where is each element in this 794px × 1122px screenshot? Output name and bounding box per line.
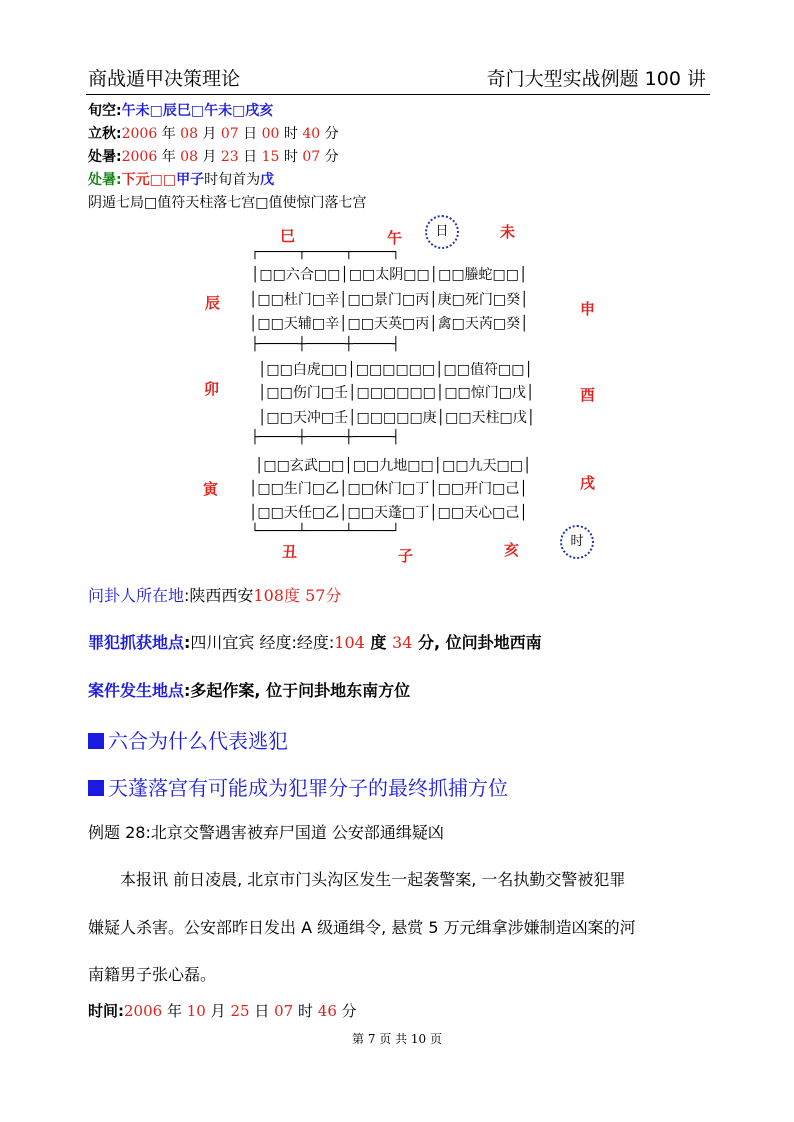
liqiu-year-unit: 年 <box>161 126 176 142</box>
grid-row-9: │□□天任□乙│□□天蓬□丁│□□天心□己│ <box>249 505 528 521</box>
chushu-minute-unit: 分 <box>324 149 339 165</box>
section-heading-1-text: 六合为什么代表逃犯 <box>108 729 288 753</box>
xunkong-label: 旬空: <box>88 103 122 119</box>
branch-shen: 申 <box>580 300 596 318</box>
time-line <box>88 1000 357 1021</box>
questioner-location-sep: : <box>184 586 190 605</box>
liqiu-hour-unit: 时 <box>283 126 298 142</box>
time-month-unit: 月 <box>210 1002 226 1020</box>
time-day: 25 <box>230 1002 250 1020</box>
capture-location-line <box>88 630 542 653</box>
yuan-line <box>88 169 274 189</box>
chushu-day: 23 <box>220 149 239 165</box>
grid-bottom-separator: └─────┴─────┴─────┘ <box>251 524 400 539</box>
grid-row-6: │□□天冲□壬│□□□□□庚│□□天柱□戊│ <box>258 410 536 426</box>
liqiu-hour: 00 <box>261 126 280 142</box>
liqiu-day-unit: 日 <box>243 126 258 142</box>
chushu-day-unit: 日 <box>243 149 258 165</box>
xunkong-value: 午未□辰巳□午未□戌亥 <box>121 103 274 119</box>
time-year: 2006 <box>124 1002 163 1020</box>
header-right-title: 奇门大型实战例题 100 讲 <box>486 68 706 90</box>
day-marker-circle: 日 <box>425 215 459 249</box>
yuan-jiazi: 甲子 <box>176 172 205 188</box>
branch-mao: 卯 <box>204 380 220 398</box>
incident-location-text: 多起作案, 位于问卦地东南方位 <box>190 681 411 700</box>
time-label: 时间: <box>88 1002 124 1020</box>
questioner-location-minute-unit: 分 <box>325 586 342 605</box>
liqiu-label: 立秋: <box>88 126 122 142</box>
liqiu-month: 08 <box>180 126 198 142</box>
grid-row-4: │□□白虎□□│□□□□□□│□□值符□□│ <box>258 362 533 378</box>
chushu-year-unit: 年 <box>161 149 176 165</box>
branch-you: 酉 <box>580 386 596 404</box>
header-rule <box>86 94 710 95</box>
bullet-square-icon <box>88 733 104 749</box>
header-left-title: 商战遁甲决策理论 <box>88 68 241 90</box>
chushu-line <box>88 146 339 166</box>
branch-yin: 寅 <box>203 480 219 498</box>
news-paragraph-line-1: 本报讯 前日凌晨, 北京市门头沟区发生一起袭警案, 一名执勤交警被犯罪 <box>120 870 626 889</box>
section-heading-1 <box>88 725 288 754</box>
liqiu-line <box>88 123 339 143</box>
liqiu-minute: 40 <box>302 126 321 142</box>
news-paragraph-line-2: 嫌疑人杀害。公安部昨日发出 A 级通缉令, 悬赏 5 万元缉拿涉嫌制造凶案的河 <box>88 918 636 937</box>
branch-si: 巳 <box>280 227 296 245</box>
chushu-hour: 15 <box>261 149 280 165</box>
questioner-location-degree-unit: 度 <box>283 586 300 605</box>
questioner-location-place: 陕西西安 <box>189 586 254 605</box>
hour-marker-circle: 时 <box>560 525 594 559</box>
incident-location-line <box>88 678 410 701</box>
liqiu-minute-unit: 分 <box>324 126 339 142</box>
branch-xu: 戌 <box>580 474 596 492</box>
capture-location-label: 罪犯抓获地点 <box>88 633 185 652</box>
chushu-hour-unit: 时 <box>283 149 298 165</box>
xunkong-line <box>88 100 273 120</box>
chushu-month-unit: 月 <box>202 149 217 165</box>
branch-wu: 午 <box>387 229 403 247</box>
section-heading-2 <box>88 772 508 801</box>
capture-location-degree: 104 <box>334 633 365 652</box>
grid-mid-separator-1: ├─────┼─────┼─────┤ <box>251 337 400 352</box>
time-year-unit: 年 <box>166 1002 182 1020</box>
grid-mid-separator-2: ├─────┼─────┼─────┤ <box>251 430 400 445</box>
yuan-rest: 时旬首为 <box>204 172 261 188</box>
branch-hai: 亥 <box>504 541 520 559</box>
liqiu-year: 2006 <box>121 126 158 142</box>
questioner-location-label: 问卦人所在地 <box>88 586 185 605</box>
liqiu-day: 07 <box>220 126 239 142</box>
capture-location-degree-unit: 度 <box>370 633 387 652</box>
branch-chen: 辰 <box>205 294 221 312</box>
grid-row-8: │□□生门□乙│□□休门□丁│□□开门□己│ <box>249 481 528 497</box>
grid-row-1: │□□六合□□│□□太阴□□│□□螣蛇□□│ <box>251 267 528 283</box>
chushu-label: 处暑: <box>88 149 122 165</box>
questioner-location-degree: 108 <box>253 586 284 605</box>
chushu-year: 2006 <box>121 149 158 165</box>
questioner-location-line <box>88 583 341 606</box>
news-paragraph-line-3: 南籍男子张心磊。 <box>88 965 217 984</box>
time-minute-unit: 分 <box>341 1002 357 1020</box>
yuan-shou: 戊 <box>260 172 275 188</box>
section-heading-2-text: 天蓬落宫有可能成为犯罪分子的最终抓捕方位 <box>108 776 508 800</box>
chushu-minute: 07 <box>302 149 321 165</box>
capture-location-rest: 分, 位问卦地西南 <box>417 633 542 652</box>
questioner-location-minute: 57 <box>305 586 326 605</box>
capture-location-sep: : <box>184 633 191 652</box>
yuan-value: 下元□□ <box>121 172 177 188</box>
grid-row-2: │□□杜门□辛│□□景门□丙│庚□死门□癸│ <box>249 292 529 308</box>
branch-wei: 未 <box>500 223 516 241</box>
grid-row-3: │□□天辅□辛│□□天英□丙│禽□天芮□癸│ <box>249 316 529 332</box>
branch-zi: 子 <box>398 547 414 565</box>
branch-chou: 丑 <box>282 543 298 561</box>
example-title: 例题 28:北京交警遇害被弃尸国道 公安部通缉疑凶 <box>88 823 444 842</box>
time-hour-unit: 时 <box>297 1002 313 1020</box>
time-minute: 46 <box>317 1002 337 1020</box>
yuan-label: 处暑: <box>88 172 122 188</box>
liqiu-month-unit: 月 <box>202 126 217 142</box>
capture-location-text: 四川宜宾 经度:经度: <box>190 633 335 652</box>
bullet-square-icon <box>88 780 104 796</box>
page-footer: 第 7 页 共 10 页 <box>352 1032 442 1046</box>
grid-row-5: │□□伤门□壬│□□□□□□│□□惊门□戊│ <box>258 385 535 401</box>
time-day-unit: 日 <box>254 1002 270 1020</box>
chushu-month: 08 <box>180 149 198 165</box>
grid-top-separator: ┌─────┬─────┬─────┐ <box>251 245 400 260</box>
incident-location-label: 案件发生地点 <box>88 681 185 700</box>
time-month: 10 <box>186 1002 206 1020</box>
capture-location-minute: 34 <box>392 633 413 652</box>
grid-row-7: │□□玄武□□│□□九地□□│□□九天□□│ <box>255 458 532 474</box>
ju-line: 阴遁七局□值符天柱落七宫□值使惊门落七宫 <box>88 195 367 211</box>
incident-location-sep: : <box>184 681 191 700</box>
time-hour: 07 <box>274 1002 294 1020</box>
